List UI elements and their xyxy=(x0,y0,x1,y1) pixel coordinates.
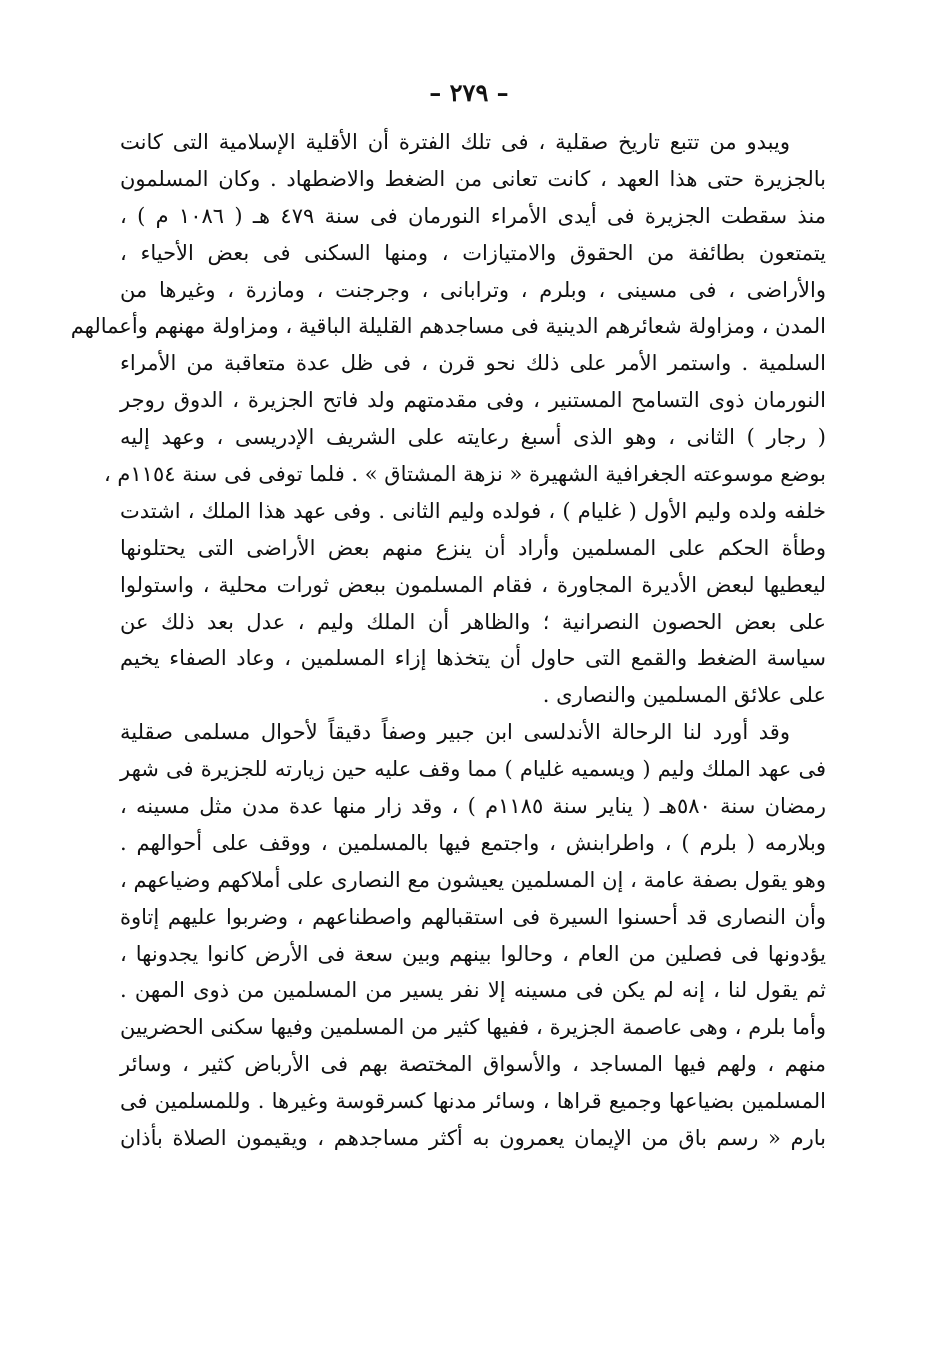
text-line: ليعطيها لبعض الأديرة المجاورة ، فقام المسلمون ببعض ثورات محلية ، واستولوا xyxy=(120,572,826,597)
text-line: المدن ، ومزاولة شعائرهم الدينية فى مساجدهم القليلة الباقية ، ومزاولة مهنهم وأعمالهم xyxy=(70,314,826,339)
text-line: بالجزيرة حتى هذا العهد ، كانت تعانى من الضغط والاضطهاد . وكان المسلمون xyxy=(120,166,826,191)
body-text xyxy=(70,124,827,1157)
text-line: يتمتعون بطائفة من الحقوق والامتيازات ، ومنها السكنى فى بعض الأحياء ، xyxy=(120,240,826,265)
text-line: المسلمين بضياعها وجميع قراها ، وسائر مدنها كسرقوسة وغيرها . وللمسلمين فى xyxy=(120,1089,826,1114)
text-line: ثم يقول لنا ، إنه لم يكن فى مسينه إلا نفر يسير من المسلمين من ذوى المهن . xyxy=(120,978,826,1003)
text-line: ويبدو من تتبع تاريخ صقلية ، فى تلك الفترة أن الأقلية الإسلامية التى كانت xyxy=(120,130,790,154)
text-line: على بعض الحصون النصرانية ؛ والظاهر أن الملك وليم ، عدل بعد ذلك عن xyxy=(120,609,826,634)
text-line: منهم ، ولهم فيها المساجد ، والأسواق المختصة بهم فى الأرباض كثير ، وسائر xyxy=(120,1052,826,1077)
text-line: فى عهد الملك وليم ( ويسميه غليام ) مما وقف عليه حين زيارته للجزيرة فى شهر xyxy=(120,757,826,782)
text-line: وأما بلرم ، وهى عاصمة الجزيرة ، ففيها كثير من المسلمين وفيها سكنى الحضريين xyxy=(120,1015,826,1040)
text-line: وأن النصارى قد أحسنوا السيرة فى استقبالهم واصطناعهم ، وضربوا عليهم إتاوة xyxy=(120,904,826,929)
text-line: على علائق المسلمين والنصارى . xyxy=(542,683,826,708)
text-line: منذ سقطت الجزيرة فى أيدى الأمراء النورمان فى سنة ٤٧٩ هـ ( ١٠٨٦ م ) ، xyxy=(120,203,826,228)
text-line: خلفه ولده وليم الأول ( غليام ) ، فولده وليم الثانى . وفى عهد هذا الملك ، اشتدت xyxy=(120,498,826,523)
text-line: والأراضى ، فى مسينى ، وبلرم ، وترابانى ، وجرجنت ، ومازرة ، وغيرها من xyxy=(120,277,826,302)
text-line: وطأة الحكم على المسلمين وأراد أن ينزع منهم بعض الأراضى التى يحتلونها xyxy=(120,535,826,560)
text-line: وهو يقول بصفة عامة ، إن المسلمين يعيشون مع النصارى على أملاكهم وضياعهم ، xyxy=(120,867,826,892)
text-line: رمضان سنة ٥٨٠هـ ( يناير سنة ١١٨٥م ) ، وقد زار منها عدة مدن مثل مسينه ، xyxy=(120,794,827,819)
text-line: النورمان ذوى التسامح المستنير ، وفى مقدمتهم ولد فاتح الجزيرة ، الدوق روجر xyxy=(120,388,826,413)
text-line: السلمية . واستمر الأمر على ذلك نحو قرن ، فى ظل عدة متعاقبة من الأمراء xyxy=(120,351,826,376)
text-line: بوضع موسوعته الجغرافية الشهيرة « نزهة المشتاق » . فلما توفى فى سنة ١١٥٤م ، xyxy=(103,462,826,487)
text-line: وبلارمه ( بلرم ) ، واطرابنش ، واجتمع فيها بالمسلمين ، ووقف على أحوالهم . xyxy=(120,830,826,855)
text-line: بارم « رسم باق من الإيمان يعمرون به أكثر مساجدهم ، ويقيمون الصلاة بأذان xyxy=(120,1126,826,1151)
text-line: ( رجار ) الثانى ، وهو الذى أسبغ رعايته على الشريف الإدريسى ، وعهد إليه xyxy=(120,425,826,450)
text-line: يؤدونها فى فصلين من العام ، وحالوا بينهم وبين سعة فى الأرض كانوا يجدونها ، xyxy=(120,941,826,966)
text-line: وقد أورد لنا الرحالة الأندلسى ابن جبير وصفاً دقيقاً لأحوال مسلمى صقلية xyxy=(120,720,790,745)
text-line: سياسة الضغط والقمع التى حاول أن يتخذها إزاء المسلمين ، وعاد الصفاء يخيم xyxy=(120,646,826,671)
page-number: – ٢٧٩ – xyxy=(429,78,509,107)
